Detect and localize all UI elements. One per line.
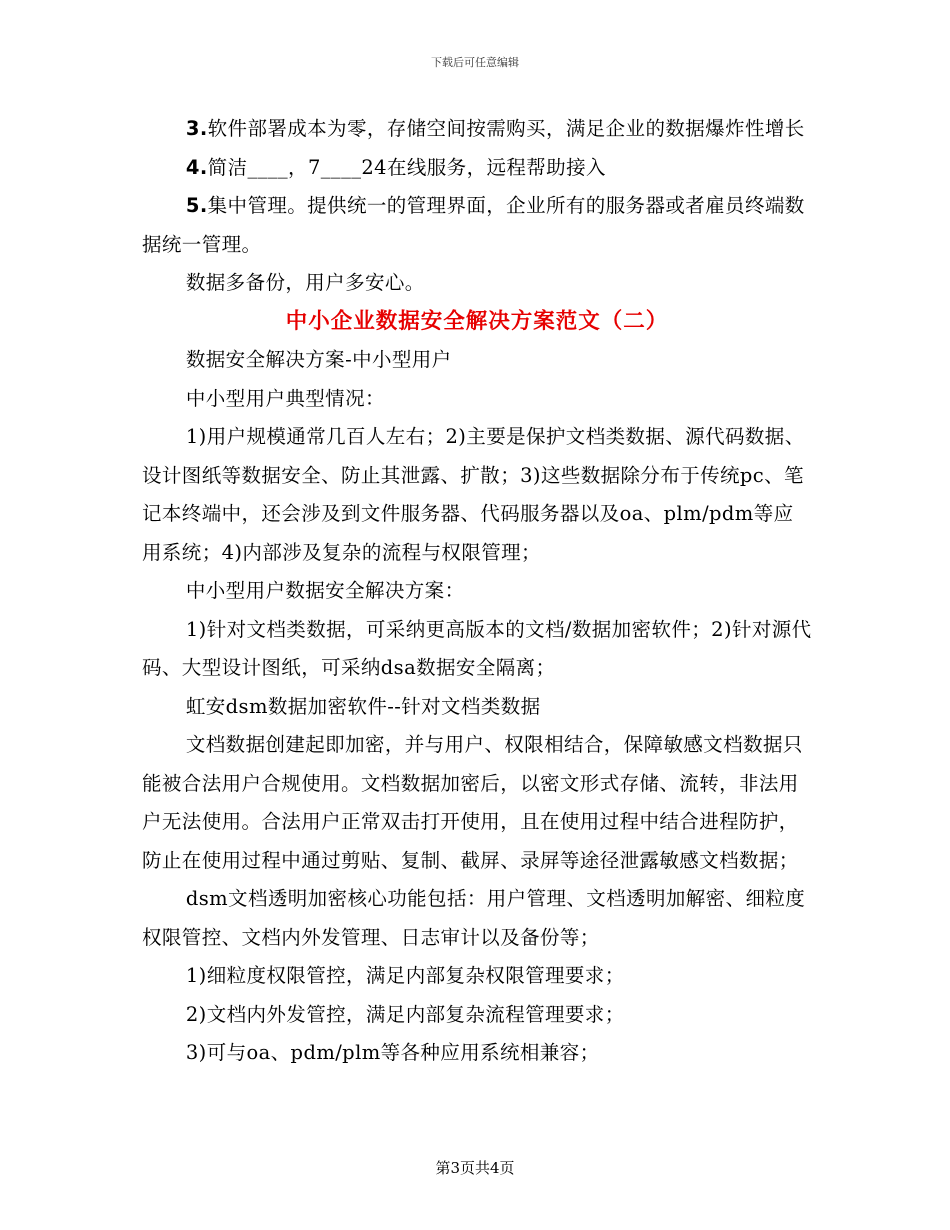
list-text: 简洁____，7____24在线服务，远程帮助接入 [207, 155, 606, 179]
list-number: 4. [185, 155, 208, 179]
paragraph: 2)文档内外发管控，满足内部复杂流程管理要求； [185, 1002, 625, 1026]
paragraph: 虹安dsm数据加密软件--针对文档类数据 [185, 694, 541, 718]
list-item [142, 187, 812, 264]
list-number: 5. [185, 194, 208, 217]
paragraph: 数据安全解决方案-中小型用户 [185, 348, 452, 371]
section-title: 中小企业数据安全解决方案范文（二） [285, 308, 669, 334]
list-item [142, 110, 812, 149]
document-body [142, 110, 812, 1073]
page-number-footer: 第3页共4页 [435, 1159, 515, 1177]
paragraph: 3)可与oa、pdm/plm等各种应用系统相兼容； [185, 1041, 600, 1064]
list-text: 软件部署成本为零，存储空间按需购买，满足企业的数据爆炸性增长 [207, 117, 805, 140]
paragraph: 中小型用户数据安全解决方案： [185, 579, 465, 602]
page-header-note: 下载后可任意编辑 [431, 56, 519, 69]
paragraph: 1)用户规模通常几百人左右；2)主要是保护文档类数据、源代码数据、设计图纸等数据安全、防止其泄露、扩散；3)这些数据除分布于传统pc、笔记本终端中，还会涉及到文件服务器、代码服务器以及oa、plm/pdm等应用系统；4)内部涉及复杂的流程与权限管理； [142, 425, 805, 564]
list-text: 集中管理。提供统一的管理界面，企业所有的服务器或者雇员终端数据统一管理。 [142, 194, 805, 256]
paragraph: 文档数据创建起即加密，并与用户、权限相结合，保障敏感文档数据只能被合法用户合规使用。文档数据加密后，以密文形式存储、流转，非法用户无法使用。合法用户正常双击打开使用，且在使用过程中结合进程防护，防止在使用过程中通过剪贴、复制、截屏、录屏等途径泄露敏感文档数据； [142, 733, 803, 872]
list-item [142, 149, 812, 188]
paragraph: 1)细粒度权限管控，满足内部复杂权限管理要求； [185, 964, 625, 987]
paragraph: 1)针对文档类数据，可采纳更高版本的文档/数据加密软件；2)针对源代码、大型设计图纸，可采纳dsa数据安全隔离； [142, 617, 812, 679]
list-number: 3. [185, 117, 208, 140]
paragraph: dsm文档透明加密核心功能包括：用户管理、文档透明加解密、细粒度权限管控、文档内外发管理、日志审计以及备份等； [142, 887, 806, 949]
paragraph: 中小型用户典型情况： [185, 386, 385, 410]
closing-line: 数据多备份，用户多安心。 [185, 271, 425, 294]
